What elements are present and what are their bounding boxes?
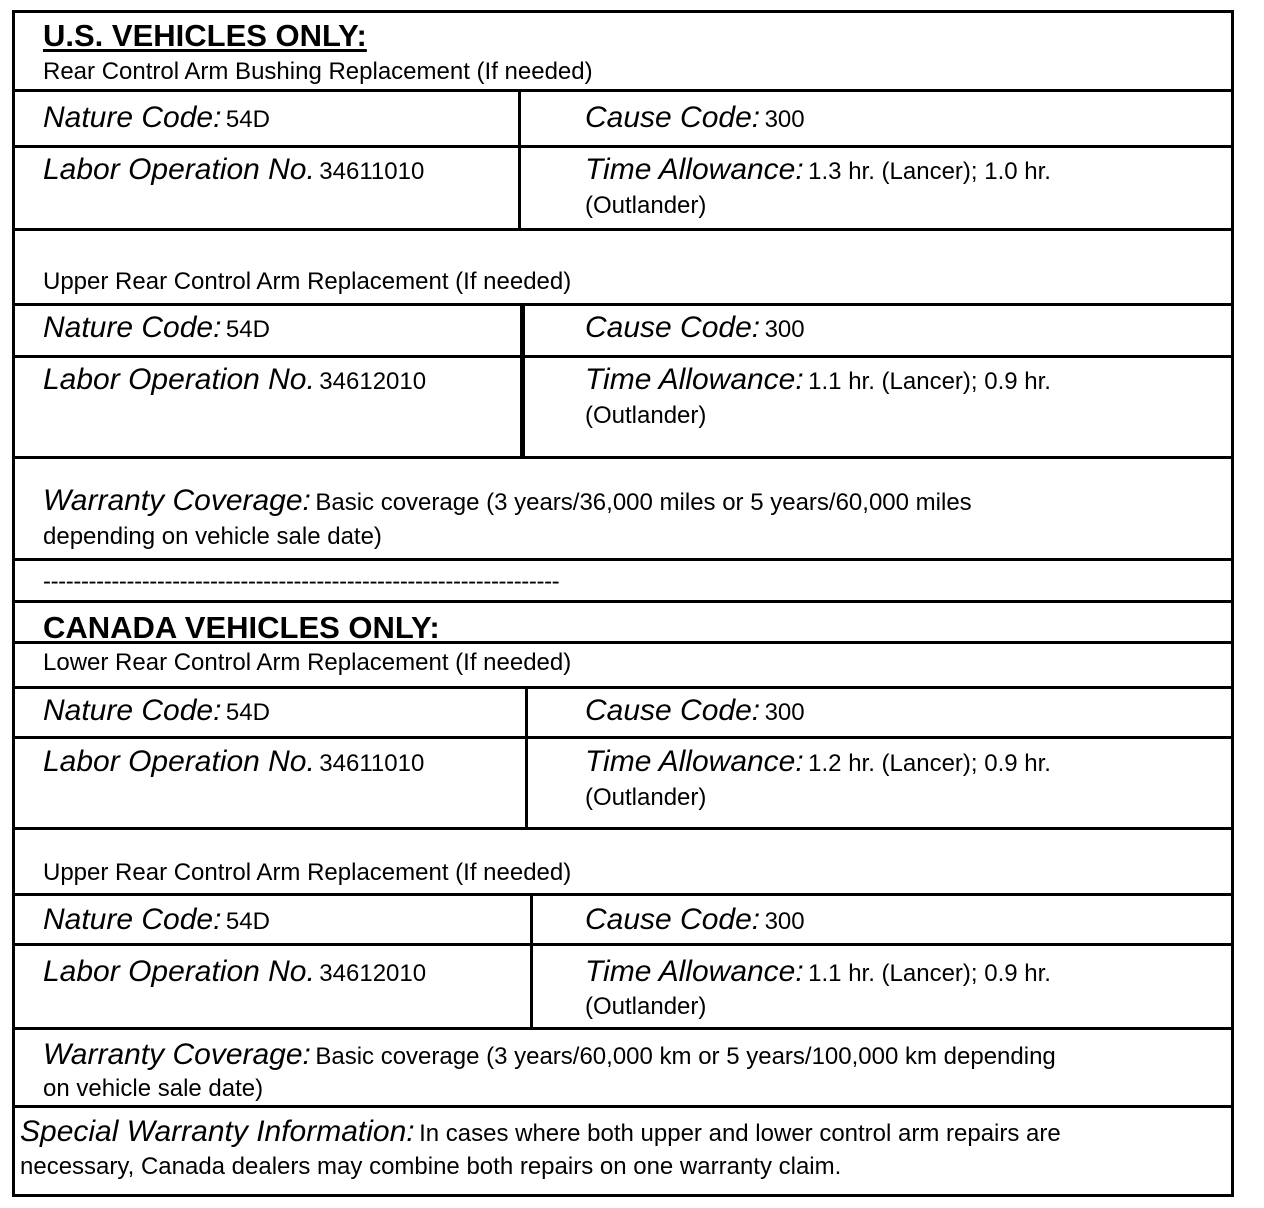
row-divider bbox=[12, 893, 1234, 896]
us-labor-operation-2 bbox=[43, 363, 426, 397]
time-allowance-value-cont: (Outlander) bbox=[585, 993, 707, 1020]
cause-code-label: Cause Code: bbox=[585, 694, 761, 727]
us-cause-code-2 bbox=[585, 311, 805, 345]
warranty-coverage-text-cont: depending on vehicle sale date) bbox=[43, 523, 382, 550]
time-allowance-label: Time Allowance: bbox=[585, 745, 804, 778]
section-separator: -------------------------------------------------------------------- bbox=[43, 568, 560, 595]
nature-code-value: 54D bbox=[225, 316, 270, 343]
row-divider bbox=[12, 303, 1234, 306]
labor-operation-value: 34611010 bbox=[319, 750, 425, 777]
nature-code-label: Nature Code: bbox=[43, 694, 222, 727]
canada-upper-arm-title: Upper Rear Control Arm Replacement (If needed) bbox=[43, 859, 572, 886]
time-allowance-value-cont: (Outlander) bbox=[585, 402, 707, 429]
row-divider bbox=[12, 1105, 1234, 1108]
canada-warranty-coverage bbox=[43, 1038, 1056, 1072]
special-warranty-info bbox=[20, 1115, 1061, 1149]
warranty-coverage-text-cont: on vehicle sale date) bbox=[43, 1075, 264, 1102]
row-divider bbox=[12, 355, 1234, 358]
us-subtitle: Rear Control Arm Bushing Replacement (If needed) bbox=[43, 58, 593, 85]
row-divider bbox=[12, 736, 1234, 739]
cause-code-label: Cause Code: bbox=[585, 903, 761, 936]
us-heading: U.S. VEHICLES ONLY: bbox=[43, 18, 367, 53]
labor-operation-label: Labor Operation No. bbox=[43, 153, 315, 186]
canada-time-allowance-2 bbox=[585, 955, 1051, 989]
labor-operation-value: 34612010 bbox=[319, 960, 427, 987]
special-warranty-text-cont: necessary, Canada dealers may combine both repairs on one warranty claim. bbox=[20, 1153, 842, 1180]
us-cause-code bbox=[585, 101, 805, 135]
canada-cause-code bbox=[585, 694, 805, 728]
canada-time-allowance bbox=[585, 745, 1051, 779]
cause-code-value: 300 bbox=[764, 908, 805, 935]
nature-code-label: Nature Code: bbox=[43, 903, 222, 936]
us-nature-code-2 bbox=[43, 311, 270, 345]
column-divider bbox=[530, 895, 533, 1029]
time-allowance-value-cont: (Outlander) bbox=[585, 784, 707, 811]
row-divider bbox=[12, 456, 1234, 459]
row-divider bbox=[12, 686, 1234, 689]
us-time-allowance-2 bbox=[585, 363, 1051, 397]
time-allowance-value: 1.3 hr. (Lancer); 1.0 hr. bbox=[808, 158, 1051, 185]
row-divider bbox=[12, 943, 1234, 946]
column-divider bbox=[525, 688, 528, 829]
time-allowance-value-cont: (Outlander) bbox=[585, 192, 707, 219]
cause-code-value: 300 bbox=[764, 699, 805, 726]
cause-code-label: Cause Code: bbox=[585, 311, 761, 344]
us-warranty-coverage bbox=[43, 484, 972, 518]
canada-heading: CANADA VEHICLES ONLY: bbox=[43, 610, 440, 645]
canada-nature-code-2 bbox=[43, 903, 270, 937]
nature-code-label: Nature Code: bbox=[43, 101, 222, 134]
labor-operation-label: Labor Operation No. bbox=[43, 363, 315, 396]
cause-code-label: Cause Code: bbox=[585, 101, 761, 134]
warranty-coverage-label: Warranty Coverage: bbox=[43, 484, 311, 517]
canada-nature-code bbox=[43, 694, 270, 728]
nature-code-value: 54D bbox=[225, 106, 270, 133]
warranty-coverage-text: Basic coverage (3 years/36,000 miles or 5 years/60,000 miles bbox=[315, 489, 972, 516]
time-allowance-label: Time Allowance: bbox=[585, 955, 804, 988]
us-nature-code bbox=[43, 101, 270, 135]
warranty-coverage-label: Warranty Coverage: bbox=[43, 1038, 311, 1071]
canada-labor-operation-2 bbox=[43, 955, 426, 989]
us-upper-arm-title: Upper Rear Control Arm Replacement (If needed) bbox=[43, 268, 572, 295]
time-allowance-value: 1.1 hr. (Lancer); 0.9 hr. bbox=[808, 960, 1051, 987]
column-divider bbox=[520, 305, 525, 458]
us-labor-operation bbox=[43, 153, 424, 187]
cause-code-value: 300 bbox=[764, 316, 805, 343]
canada-subtitle: Lower Rear Control Arm Replacement (If needed) bbox=[43, 649, 572, 676]
labor-operation-label: Labor Operation No. bbox=[43, 955, 315, 988]
column-divider bbox=[518, 91, 521, 230]
special-warranty-label: Special Warranty Information: bbox=[20, 1115, 415, 1148]
row-divider bbox=[12, 600, 1234, 603]
time-allowance-label: Time Allowance: bbox=[585, 363, 804, 396]
nature-code-value: 54D bbox=[225, 908, 270, 935]
nature-code-value: 54D bbox=[225, 699, 270, 726]
row-divider bbox=[12, 228, 1234, 231]
canada-cause-code-2 bbox=[585, 903, 805, 937]
row-divider bbox=[12, 89, 1234, 92]
labor-operation-value: 34612010 bbox=[319, 368, 427, 395]
nature-code-label: Nature Code: bbox=[43, 311, 222, 344]
labor-operation-value: 34611010 bbox=[319, 158, 425, 185]
time-allowance-value: 1.1 hr. (Lancer); 0.9 hr. bbox=[808, 368, 1051, 395]
row-divider bbox=[12, 1027, 1234, 1030]
labor-operation-label: Labor Operation No. bbox=[43, 745, 315, 778]
row-divider bbox=[12, 558, 1234, 561]
cause-code-value: 300 bbox=[764, 106, 805, 133]
time-allowance-value: 1.2 hr. (Lancer); 0.9 hr. bbox=[808, 750, 1051, 777]
special-warranty-text: In cases where both upper and lower control arm repairs are bbox=[419, 1120, 1061, 1147]
row-divider bbox=[12, 145, 1234, 148]
canada-labor-operation bbox=[43, 745, 424, 779]
warranty-coverage-text: Basic coverage (3 years/60,000 km or 5 years/100,000 km depending bbox=[315, 1043, 1056, 1070]
row-divider bbox=[12, 827, 1234, 830]
us-time-allowance bbox=[585, 153, 1051, 187]
time-allowance-label: Time Allowance: bbox=[585, 153, 804, 186]
